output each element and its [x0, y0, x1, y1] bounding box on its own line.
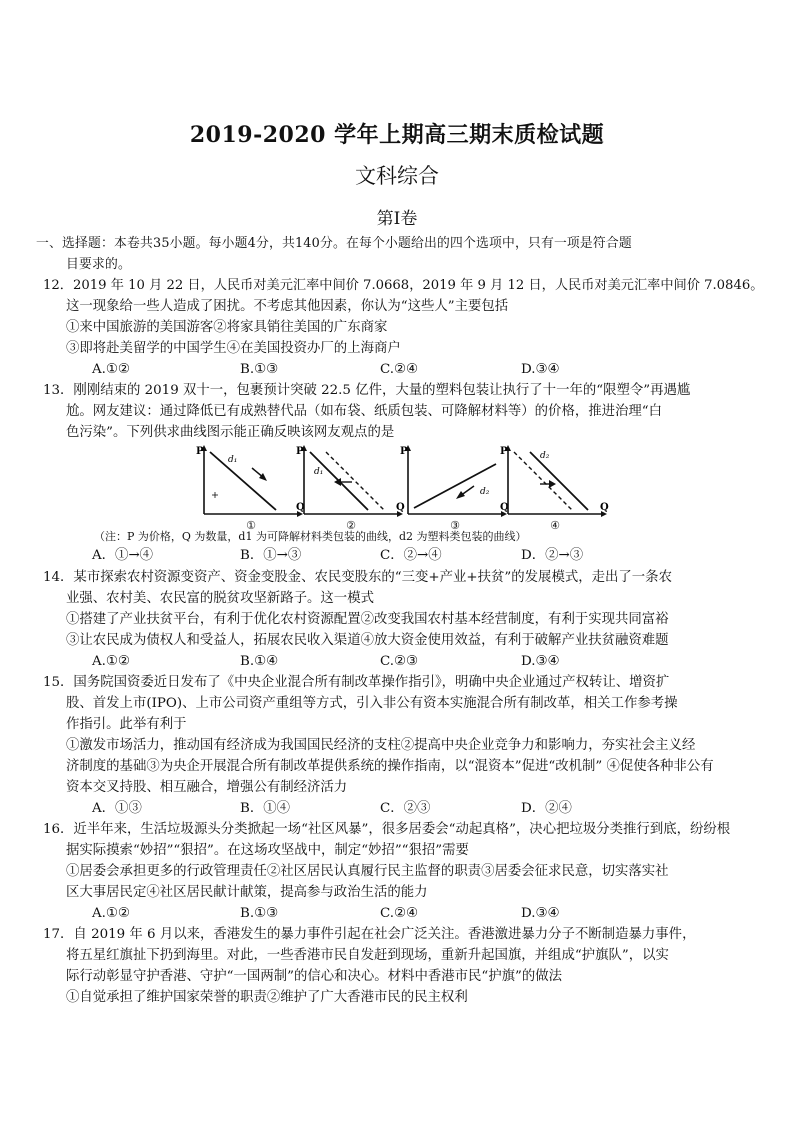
q13-stem: 色污染”。下列供求曲线图示能正确反映该网友观点的是: [66, 425, 395, 440]
q16-stem: 据实际摸索“妙招”“狠招”。在这场攻坚战中，制定“妙招”“狠招”需要: [66, 843, 469, 858]
q16-stem: 16．近半年来，生活垃圾源头分类掀起一场“社区风暴”，很多居委会“动起真格”，决心把垃圾分类推行到底，纷纷根: [43, 822, 731, 837]
q14-option-a[interactable]: A.①②: [92, 654, 130, 669]
exam-title: 2019-2020 学年上期高三期末质检试题: [189, 122, 605, 148]
curve-label: d₂: [540, 451, 550, 461]
q13-option-b[interactable]: B．①→③: [240, 548, 302, 563]
graph-label-3: ③: [450, 519, 460, 532]
q13-graph-note: （注：P 为价格，Q 为数量，d1 为可降解材料类包装的曲线，d2 为塑料类包装的曲线）: [94, 530, 527, 543]
supply-demand-graph-2: [296, 444, 406, 532]
quantity-axis-label: Q: [600, 502, 609, 513]
q15-stem: 15．国务院国资委近日发布了《中央企业混合所有制改革操作指引》，明确中央企业通过产权转让、增资扩: [43, 675, 670, 690]
section-instruction-line-1: 一、选择题：本卷共35小题。每小题4分，共140分。在每个小题给出的四个选项中，只有一项是符合题: [36, 236, 632, 251]
q17-stem: 将五星红旗扯下扔到海里。对此，一些香港市民自发赶到现场，重新升起国旗，并组成“护旗队”，以实: [66, 948, 669, 963]
q16-choice-line: ①居委会承担更多的行政管理责任②社区居民认真履行民主监督的职责③居委会征求民意，切实落实社: [66, 864, 669, 879]
q16-option-b[interactable]: B.①③: [240, 906, 279, 921]
q15-option-a[interactable]: A．①③: [92, 801, 142, 816]
q13-stem: 13．刚刚结束的 2019 双十一，包裹预计突破 22.5 亿件，大量的塑料包装让执行了十一年的“限塑令”再遇尴: [43, 383, 691, 398]
q13-stem: 尬。网友建议：通过降低已有成熟替代品（如布袋、纸质包装、可降解材料等）的价格，推进治理“白: [66, 404, 663, 419]
price-axis-label: P: [500, 446, 508, 457]
q12-choice-line: ③即将赴美留学的中国学生④在美国投资办厂的上海商户: [66, 341, 401, 356]
curve-label: d₂: [480, 487, 490, 497]
q17-choice-line: ①自觉承担了维护国家荣誉的职责②维护了广大香港市民的民主权利: [66, 990, 468, 1005]
supply-demand-graph-1: [196, 444, 306, 532]
q13-option-c[interactable]: C．②→④: [380, 548, 442, 563]
q14-choice-line: ③让农民成为债权人和受益人，拓展农民收入渠道④放大资金使用效益，有利于破解产业扶贫融资难题: [66, 633, 669, 648]
q14-stem: 14．某市探索农村资源变资产、资金变股金、农民变股东的“三变+产业+扶贫”的发展模式，走出了一条农: [43, 570, 672, 585]
q16-choice-line: 区大事居民定④社区居民献计献策，提高参与政治生活的能力: [66, 885, 428, 900]
curve-label: d₁: [228, 455, 238, 465]
q12-option-a[interactable]: A.①②: [92, 362, 130, 377]
q14-option-b[interactable]: B.①④: [240, 654, 279, 669]
q12-option-b[interactable]: B.①③: [240, 362, 279, 377]
q14-option-c[interactable]: C.②③: [380, 654, 419, 669]
q16-option-c[interactable]: C.②④: [380, 906, 419, 921]
q12-stem: 12．2019 年 10 月 22 日，人民币对美元汇率中间价 7.0668，2019 年 9 月 12 日，人民币对美元汇率中间价 7.0846。: [43, 278, 764, 293]
quantity-axis-label: Q: [396, 502, 405, 513]
graph-label-2: ②: [346, 519, 356, 532]
q17-stem: 17．自 2019 年 6 月以来，香港发生的暴力事件引起在社会广泛关注。香港激进暴力分子不断制造暴力事件，: [43, 927, 696, 942]
exam-part: 第Ⅰ卷: [376, 209, 418, 229]
quantity-axis-label: Q: [296, 502, 305, 513]
q15-choice-line: 资本交叉持股、相互融合，增强公有制经济活力: [66, 780, 348, 795]
q14-choice-line: ①搭建了产业扶贫平台，有利于优化农村资源配置②改变我国农村基本经营制度，有利于实现共同富裕: [66, 612, 669, 627]
q12-stem: 这一现象给一些人造成了困扰。不考虑其他因素，你认为“这些人”主要包括: [66, 299, 509, 314]
exam-subject: 文科综合: [355, 164, 439, 188]
q15-option-c[interactable]: C．②③: [380, 801, 431, 816]
curve-label: d₁: [314, 467, 324, 477]
price-axis-label: P: [196, 446, 204, 457]
price-axis-label: P: [400, 446, 408, 457]
q15-stem: 作指引。此举有利于: [66, 717, 187, 732]
q17-stem: 际行动彰显守护香港、守护“一国两制”的信心和决心。材料中香港市民“护旗”的做法: [66, 969, 563, 984]
graph-label-4: ④: [550, 519, 560, 532]
q15-choice-line: ①激发市场活力，推动国有经济成为我国国民经济的支柱②提高中央企业竞争力和影响力，夯实社会主义经: [66, 738, 696, 753]
q12-choice-line: ①来中国旅游的美国游客②将家具销往美国的广东商家: [66, 320, 388, 335]
quantity-axis-label: Q: [500, 502, 509, 513]
q13-option-d[interactable]: D．②→③: [521, 548, 584, 563]
supply-demand-graph-3: [400, 444, 510, 532]
q16-option-d[interactable]: D.③④: [521, 906, 560, 921]
q15-stem: 股、首发上市(IPO)、上市公司资产重组等方式，引入非公有资本实施混合所有制改革，相关工作参考操: [66, 696, 678, 711]
q15-option-b[interactable]: B．①④: [240, 801, 291, 816]
graph-label-1: ①: [246, 519, 256, 532]
q15-option-d[interactable]: D．②④: [521, 801, 572, 816]
q14-option-d[interactable]: D.③④: [521, 654, 560, 669]
q15-choice-line: 济制度的基础③为央企开展混合所有制改革提供系统的操作指南，以“混资本”促进“改机制” ④促使各种非公有: [66, 759, 714, 774]
supply-demand-graph-4: [500, 444, 610, 532]
q12-option-c[interactable]: C.②④: [380, 362, 419, 377]
section-instruction-line-2: 目要求的。: [66, 257, 131, 272]
q13-option-a[interactable]: A．①→④: [92, 548, 154, 563]
price-axis-label: P: [296, 446, 304, 457]
q12-option-d[interactable]: D.③④: [521, 362, 560, 377]
q14-stem: 业强、农村美、农民富的脱贫攻坚新路子。这一模式: [66, 591, 374, 606]
q16-option-a[interactable]: A.①②: [92, 906, 130, 921]
